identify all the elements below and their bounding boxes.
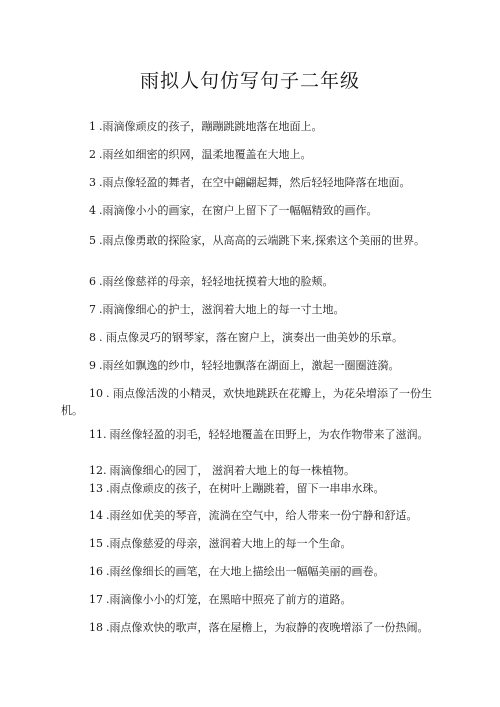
- sentence-text: 雨丝像轻盈的羽毛，轻轻地覆盖在田野上，为农作物带来了滋润。: [109, 428, 429, 441]
- sentence-number: 6: [89, 275, 96, 288]
- sentence-text: .雨点像勇敢的探险家，从高高的云端跳下来,探索这个美丽的世界。: [99, 234, 425, 247]
- sentence-number: 5: [89, 234, 96, 247]
- sentence-number: 18: [89, 621, 103, 634]
- page-title: 雨拟人句仿写句子二年级: [139, 70, 360, 92]
- sentence-number: 9: [89, 359, 96, 372]
- sentence-item: [61, 301, 450, 318]
- sentence-number: 4: [89, 204, 96, 217]
- sentence-number: 7: [89, 303, 96, 316]
- sentence-item: [61, 202, 450, 219]
- sentence-text: .雨丝如飘逸的纱巾，轻轻地飘落在湖面上，激起一圈圈涟漪。: [99, 359, 400, 372]
- sentence-text: 雨滴像细心的园丁， 滋润着大地上的每一株植物。: [109, 464, 355, 477]
- sentence-item: [61, 591, 450, 608]
- sentence-text: .雨丝像细长的画笔，在大地上描绘出一幅幅美丽的画卷。: [106, 565, 385, 578]
- sentence-text: .雨滴像小小的灯笼，在黑暗中照亮了前方的道路。: [106, 593, 352, 606]
- sentence-text: .雨点像轻盈的舞者，在空中翩翩起舞，然后轻轻地降落在地面。: [99, 176, 411, 189]
- sentence-item: [61, 146, 450, 163]
- sentence-number: 17: [89, 593, 103, 606]
- sentence-text: .雨滴像顽皮的孩子，蹦蹦跳跳地落在地面上。: [99, 120, 323, 133]
- sentence-item: [61, 563, 450, 580]
- sentence-item: [61, 480, 450, 497]
- sentence-number: 15: [89, 537, 103, 550]
- sentence-item: [61, 273, 450, 290]
- sentence-item: [61, 357, 450, 374]
- sentence-text: .雨丝像慈祥的母亲，轻轻地抚摸着大地的脸颊。: [99, 275, 334, 288]
- sentence-number: 8: [89, 331, 96, 344]
- sentence-text: .雨丝如优美的琴音，流淌在空气中，给人带来一份宁静和舒适。: [106, 509, 418, 522]
- sentence-item: [61, 507, 450, 524]
- sentence-text: . 雨点像活泼的小精灵，欢快地跳跃在花瓣上，为花朵增添了一份生机。: [61, 387, 432, 417]
- sentence-item: [61, 329, 450, 346]
- sentence-text: .雨滴像小小的画家，在窗户上留下了一幅幅精致的画作。: [99, 204, 378, 217]
- sentence-item: [61, 385, 450, 419]
- sentence-text: .雨点像慈爱的母亲，滋润着大地上的每一个生命。: [106, 537, 352, 550]
- sentence-item: [61, 118, 450, 135]
- sentence-text: .雨点像顽皮的孩子，在树叶上蹦跳着，留下一串串水珠。: [106, 482, 385, 495]
- sentence-number: 14: [89, 509, 103, 522]
- sentence-number: 10: [89, 387, 103, 400]
- sentence-item: [61, 535, 450, 552]
- sentence-item: [61, 426, 450, 443]
- sentence-text: .雨丝如细密的织网，温柔地覆盖在大地上。: [99, 148, 312, 161]
- sentence-number: 11.: [89, 428, 107, 441]
- sentence-item: [61, 232, 450, 249]
- sentence-number: 1: [89, 120, 96, 133]
- sentence-item: [61, 174, 450, 191]
- sentence-text: .雨滴像细心的护士，滋润着大地上的每一寸土地。: [99, 303, 345, 316]
- sentence-number: 3: [89, 176, 96, 189]
- sentence-item: [61, 462, 450, 479]
- sentence-number: 12.: [89, 464, 107, 477]
- sentence-number: 2: [89, 148, 96, 161]
- sentence-number: 13: [89, 482, 103, 495]
- sentence-number: 16: [89, 565, 103, 578]
- sentence-text: .雨点像欢快的歌声，落在屋檐上，为寂静的夜晚增添了一份热闹。: [106, 621, 429, 634]
- sentence-item: [61, 619, 450, 636]
- sentence-text: . 雨点像灵巧的钢琴家，落在窗户上，演奏出一曲美妙的乐章。: [99, 331, 403, 344]
